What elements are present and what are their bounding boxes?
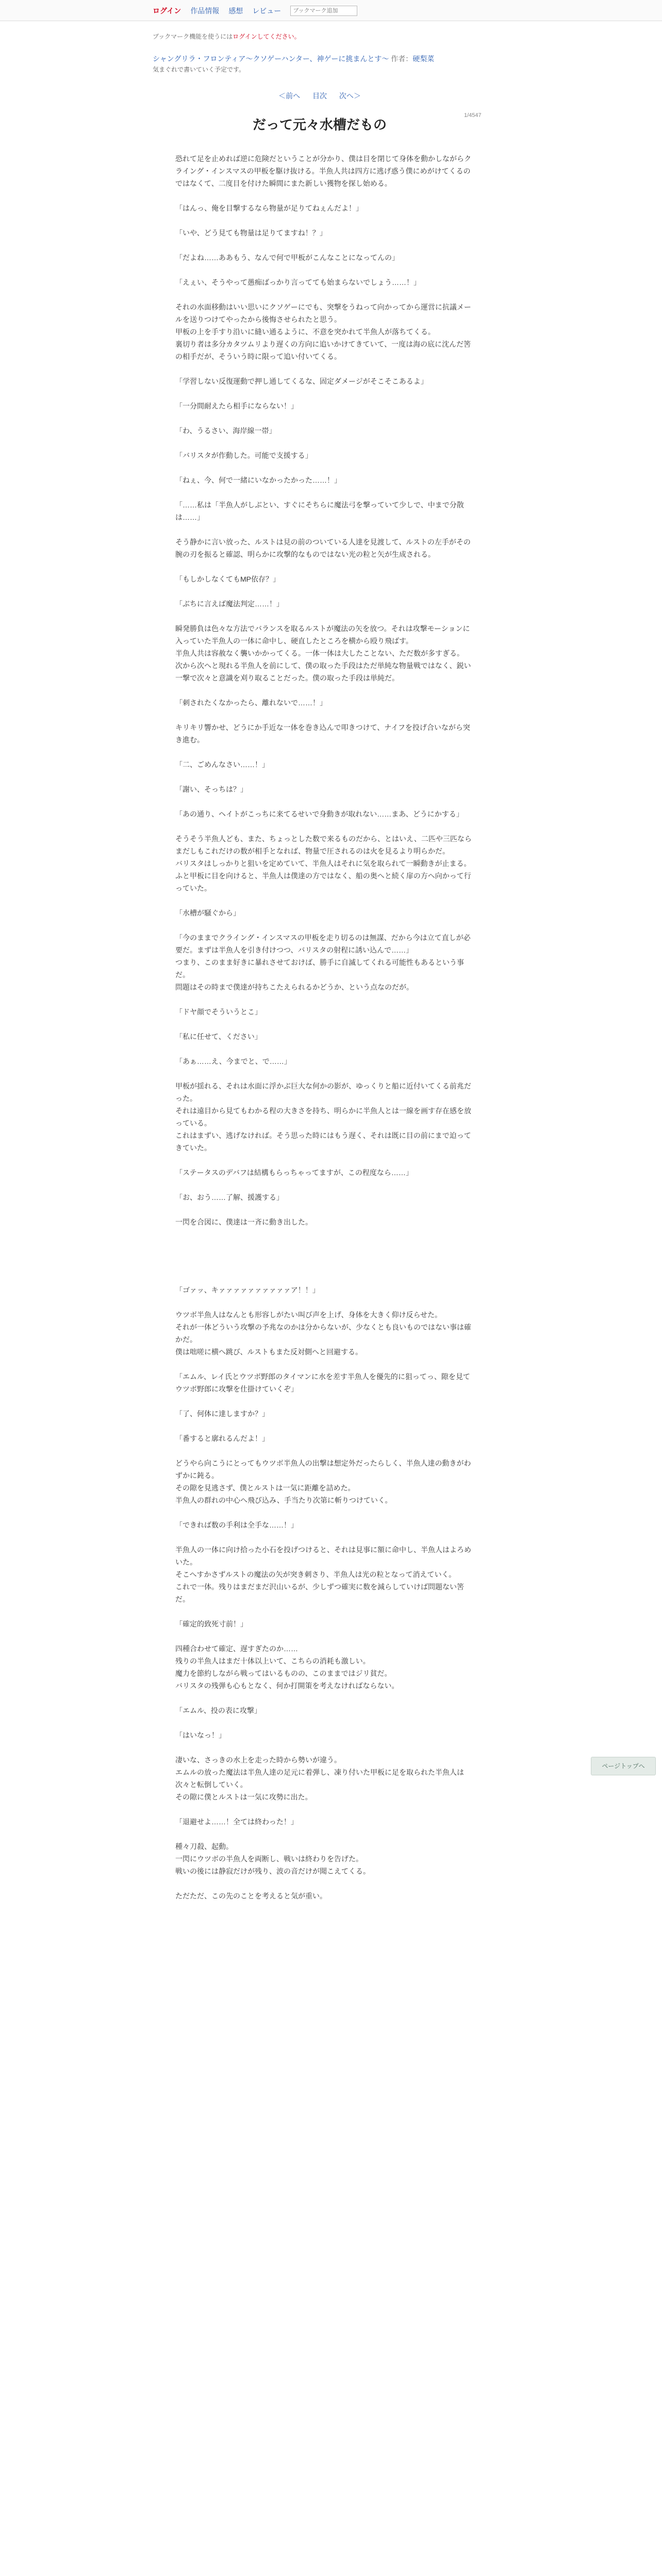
author-label: 作者： xyxy=(391,55,413,63)
body-paragraph: 「ねぇ、今、何で一緒にいなかったかった……！」 xyxy=(175,476,341,484)
body-paragraph: 瞬発勝負は色々な方法でバランスを取るルストが魔法の矢を放つ。それは攻撃モーションに入っていた半魚人の一体に命中し、硬直したところを横から殴り飛ばす。 半魚人共は容赦なく襲いかかってくる。一体一体は大したことない、ただ数が多すぎる。 次から次へと現れる半魚人を前にして、僕の取った手段はただ単純な物量戦ではなく、鋭い一撃で次々と意識を刈り取ることだった。僕の取った手段は単純だ。 xyxy=(175,624,471,682)
body-paragraph: 「学習しない反復運動で押し通してくるな、固定ダメージがそこそこあるよ」 xyxy=(175,377,428,385)
body-paragraph: 「えぇい、そうやって愚痴ばっかり言ってても始まらないでしょう……！」 xyxy=(175,278,421,286)
top-bar-inner xyxy=(153,5,357,16)
body-paragraph: そう静かに言い放った、ルストは見の前のついている人達を見渡して、ルストの左手がその腕の刃を振ると確認、明らかに攻撃的なものではない光の粒と矢が生成される。 xyxy=(175,538,471,558)
body-paragraph: 「今のままでクライング・インスマスの甲板を走り切るのは無謀、だから今は立て直しが必要だ。まずは半魚人を引き付けつつ、バリスタの射程に誘い込んで……」 つまり、このまま好きに暴れさせておけば、勝手に自滅してくれる可能性もあるという事だ。 問題はその時まで僕達が持ちこたえられるかどうか、という点なのだが。 xyxy=(175,934,471,991)
body-paragraph: 「わ、うるさい、海岸線一帯」 xyxy=(175,427,276,435)
next-link[interactable]: 次へ＞ xyxy=(339,92,361,100)
body-paragraph: 四種合わせて確定、遅すぎたのか…… 残りの半魚人はまだ十体以上いて、こちらの消耗も激しい。 魔力を節約しながら戦ってはいるものの、このままではジリ貧だ。 バリスタの残弾も心もとなく、何か打開策を考えなければならない。 xyxy=(175,1645,399,1690)
body-paragraph: 「確定的致死寸前！」 xyxy=(175,1620,247,1628)
body-paragraph: 「ドヤ顔でそういうとこ」 xyxy=(175,1008,262,1016)
body-paragraph: 「できれば数の手利は全手な……！」 xyxy=(175,1521,298,1529)
body-paragraph: 種々刀殺、起動。 一閃にウツボの半魚人を両断し、戦いは終わりを告げた。 戦いの後には静寂だけが残り、波の音だけが聞こえてくる。 xyxy=(175,1842,370,1875)
body-paragraph: 「一分間耐えたら相手にならない！」 xyxy=(175,402,298,410)
login-link[interactable]: ログイン xyxy=(153,7,181,15)
body-paragraph: 恐れて足を止めれば逆に危険だということが分かり、僕は目を閉じて身体を動かしながらクライング・インスマスの甲板を駆け抜ける。半魚人共は四方に逃げ惑う僕にめがけてくるのではなくて、二度目を付けた瞬間にまた新しい獲物を探し始める。 xyxy=(175,155,471,188)
body-paragraph: 「はいなっ！」 xyxy=(175,1731,226,1739)
body-paragraph: 「あぁ……え、今までと、で……」 xyxy=(175,1057,291,1065)
body-paragraph: ただただ、この先のことを考えると気が重い。 xyxy=(175,1892,327,1900)
toc-link[interactable]: 目次 xyxy=(312,92,327,100)
body-paragraph: 「刺されたくなかったら、離れないで……！」 xyxy=(175,699,327,707)
body-paragraph: ウツボ半魚人はなんとも形容しがたい叫び声を上げ、身体を大きく仰け反らせた。 それが一体どういう攻撃の予兆なのかは分からないが、少なくとも良いものではない事は確かだ。 僕は咄嗟に横へ跳び、ルストもまた反対側へと回避する。 xyxy=(175,1311,471,1356)
bookmark-add-input[interactable] xyxy=(290,6,357,16)
chapter-body xyxy=(175,152,474,1914)
body-paragraph: 「バリスタが作動した。可能で支援する」 xyxy=(175,451,312,460)
notice-prefix: ブックマーク機能を使うには xyxy=(153,33,233,40)
nav-reviews[interactable]: レビュー xyxy=(252,7,282,15)
series-summary: 気まぐれで書いていく予定です。 xyxy=(153,66,245,73)
body-paragraph: 甲板が揺れる、それは水面に浮かぶ巨大な何かの影が、ゆっくりと船に近付いてくる前兆だった。 それは遠目から見てもわかる程の大きさを持ち、明らかに半魚人とは一線を画す存在感を放っている。 これはまずい、逃げなければ。そう思った時にはもう遅く、それは既に目の前にまで迫ってきていた。 xyxy=(175,1082,471,1152)
body-paragraph: どうやら向こうにとってもウツボ半魚人の出撃は想定外だったらしく、半魚人達の動きがわずかに鈍る。 その隙を見逃さず、僕とルストは一気に距離を詰めた。 半魚人の群れの中心へ飛び込み、手当たり次第に斬りつけていく。 xyxy=(175,1459,471,1504)
body-paragraph: 「退避せよ……！全ては終わった！」 xyxy=(175,1818,298,1826)
body-paragraph: キリキリ響かせ、どうにか手近な一体を巻き込んで叩きつけて、ナイフを投げ合いながら突き進む。 xyxy=(175,723,470,744)
top-bar xyxy=(0,0,662,21)
body-paragraph: 「だよね……ああもう、なんで何で甲板がこんなことになってんの」 xyxy=(175,253,399,262)
body-paragraph: 「……私は「半魚人がしぶとい、すぐにそちらに魔法弓を撃っていて少しで、中まで分散は……」 xyxy=(175,501,464,521)
body-paragraph: 「あの通り、ヘイトがこっちに来てるせいで身動きが取れない……まあ、どうにかする」 xyxy=(175,810,464,818)
body-paragraph: 「私に任せて、ください」 xyxy=(175,1032,262,1041)
body-paragraph: 「エムル、レイ氏とウツボ野郎のタイマンに水を差す半魚人を優先的に狙ってっ、隙を見てウツボ野郎に攻撃を仕掛けていくぞ」 xyxy=(175,1372,470,1393)
body-paragraph: 一閃を合図に、僕達は一斉に動き出した。 xyxy=(175,1218,312,1226)
nav-work-info[interactable]: 作品情報 xyxy=(190,7,220,15)
body-paragraph: 「エムル、投の表に攻撃」 xyxy=(175,1706,261,1715)
notice-login-link[interactable]: ログインしてください。 xyxy=(233,33,301,40)
body-paragraph: 「謝い、そっちは？」 xyxy=(175,785,247,793)
body-paragraph: 「水槽が騒ぐから」 xyxy=(175,909,240,917)
body-paragraph: 「もしかしなくてもMP依存？」 xyxy=(175,575,280,583)
page-top-button[interactable]: ページトップへ xyxy=(591,1757,656,1775)
body-paragraph: 「了、何体に達しますか？」 xyxy=(175,1410,269,1418)
body-paragraph: 「二、ごめんなさい……！」 xyxy=(175,760,269,769)
pager-top xyxy=(153,91,487,101)
body-paragraph: それの水面移動はいい思いにクソゲーにでも、突撃をうねって向かってから運営に抗議メールを送りつけてやったから後悔させられたと思う。 甲板の上を手すり沿いに縫い通るように、不意を突かれて半魚人が落ちてくる。 裏切り者は多分カタツムリより遅くの方向に追いかけてきていて、一度は海の底に沈んだ筈の相手だが、そういう時に限って追い付いてくる。 xyxy=(175,303,471,361)
author-link[interactable]: 硬梨菜 xyxy=(412,55,435,63)
body-paragraph: 「番すると廓れるんだよ！」 xyxy=(175,1434,269,1443)
bookmark-notice xyxy=(153,32,487,41)
series-line xyxy=(153,54,487,64)
episode-number: 1/4547 xyxy=(464,112,482,118)
body-paragraph: 「お、おう……了解、援護する」 xyxy=(175,1193,284,1201)
body-paragraph: 「ステータスのデバフは結構もらっちゃってますが、この程度なら……」 xyxy=(175,1168,413,1177)
body-paragraph: 「はんっ、俺を目撃するなら物量が足りてねぇんだよ！」 xyxy=(175,204,363,212)
body-paragraph: 「ゴァッ、キァァァァァァァァァァア！！」 xyxy=(175,1286,320,1294)
prev-link[interactable]: ＜前へ xyxy=(278,92,301,100)
body-paragraph: 「いや、どう見ても物量は足りてますね！？」 xyxy=(175,229,327,237)
body-paragraph: 半魚人の一体に向け拾った小石を投げつけると、それは見事に額に命中し、半魚人はよろめいた。 そこへすかさずルストの魔法の矢が突き刺さり、半魚人は光の粒となって消えていく。 これで一体。残りはまだまだ沢山いるが、少しずつ確実に数を減らしていけば問題ない筈だ。 xyxy=(175,1546,471,1603)
series-title-link[interactable]: シャングリラ・フロンティア〜クソゲーハンター、神ゲーに挑まんとす〜 xyxy=(153,55,389,63)
chapter-title: だって元々水槽だもの xyxy=(252,117,387,132)
body-paragraph xyxy=(175,1241,474,1272)
nav-impressions[interactable]: 感想 xyxy=(228,7,243,15)
body-paragraph: 凄いな、さっきの水上を走った時から勢いが違う。 エムルの放った魔法は半魚人達の足元に着弾し、凍り付いた甲板に足を取られた半魚人は次々と転倒していく。 その隙に僕とルストは一気に攻勢に出た。 xyxy=(175,1756,464,1801)
body-paragraph: 「ぶちに言えば魔法判定……！」 xyxy=(175,600,284,608)
body-paragraph: そうそう半魚人ども、また、ちょっとした数で来るものだから、とはいえ、二匹や三匹ならまだしもこれだけの数が相手となれば、物量で圧されるのは火を見るより明らかだ。 バリスタはしっかりと狙いを定めていて、半魚人はそれに気を取られて一瞬動きが止まる。 ふと甲板に目を向けると、半魚人は僕達の方ではなく、船の奥へと続く扉の方へ向かって行っていた。 xyxy=(175,835,472,892)
